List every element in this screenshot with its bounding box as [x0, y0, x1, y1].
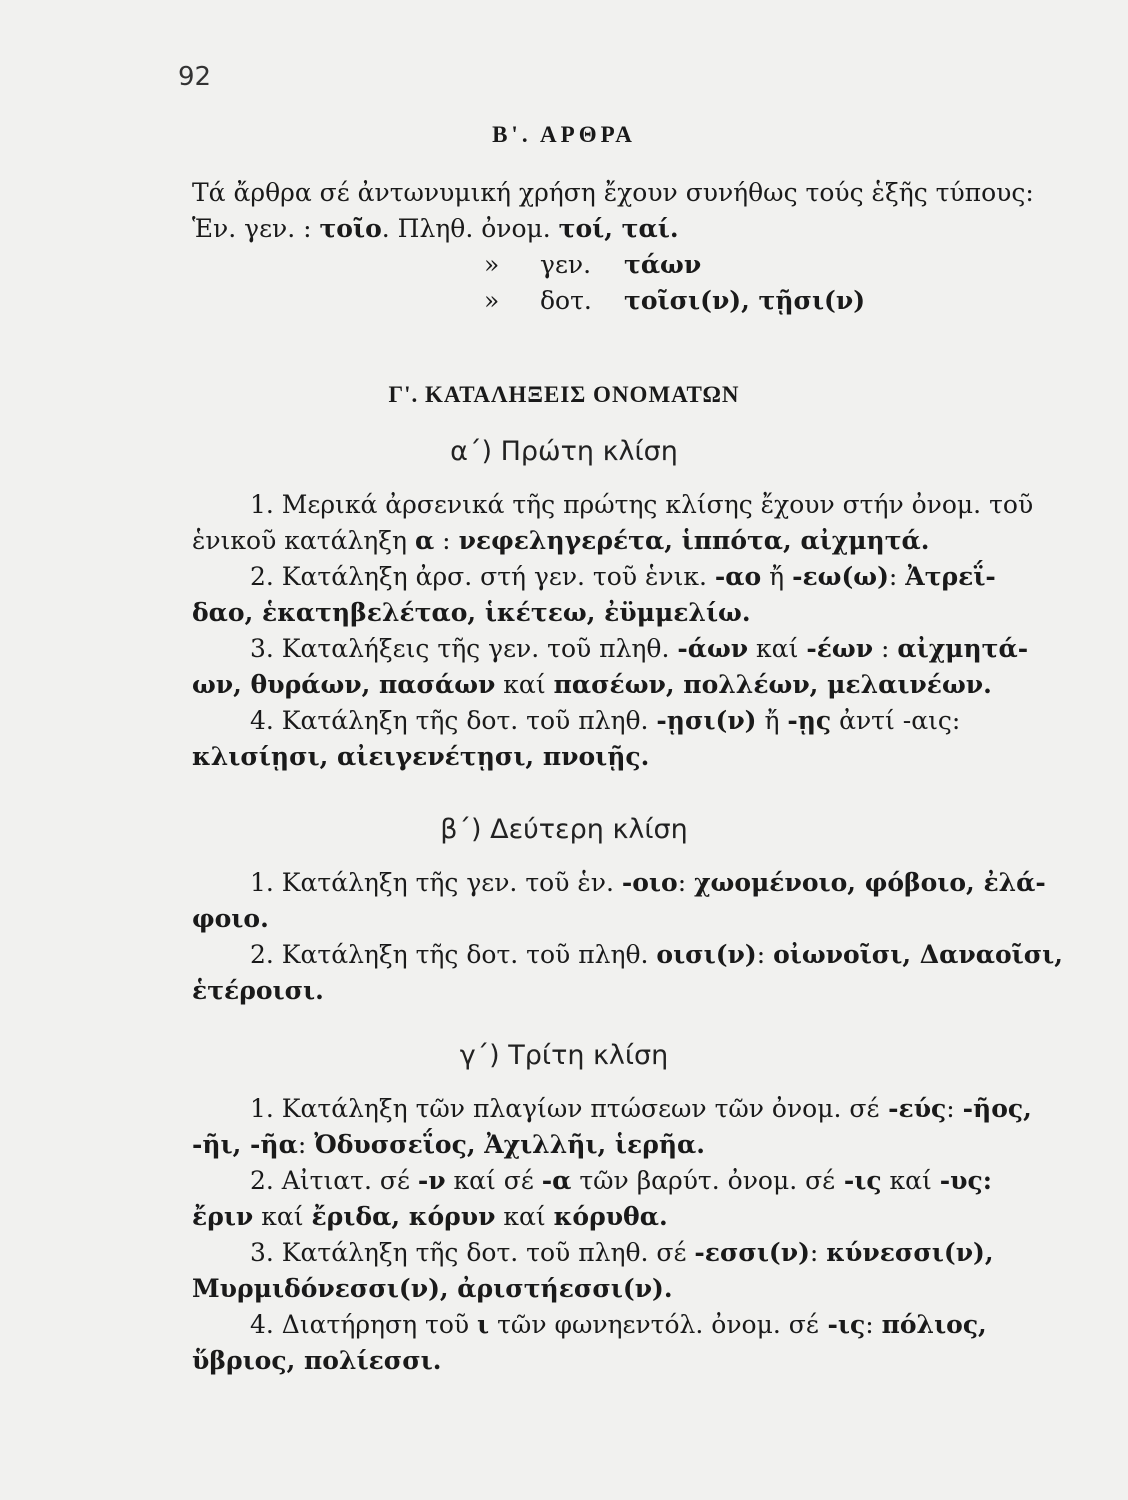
- d3-item2-ending1: -ν: [417, 1166, 446, 1195]
- section-endings-title: Γ'. ΚΑΤΑΛΗΞΕΙΣ ΟΝΟΜΑΤΩΝ: [388, 382, 740, 407]
- d3-item4-line2: ὕβριος, πολίεσσι.: [192, 1346, 442, 1375]
- d3-item4-example-start: πόλιος,: [881, 1310, 987, 1339]
- articles-intro: Τά ἄρθρα σέ ἀντωνυμική χρήση ἔχουν συνήθως τούς ἑξῆς τύπους:: [192, 178, 1034, 207]
- d2-item2-sep: :: [756, 940, 774, 969]
- d2-item1-ending: -οιο: [621, 868, 678, 897]
- d2-item2-line1: [192, 940, 1063, 970]
- d3-item1-ending2: -ῆος,: [962, 1094, 1032, 1123]
- d1-item1-text: 1. Μερικά ἀρσενικά τῆς πρώτης κλίσης ἔχουν στήν ὀνομ. τοῦ: [250, 490, 1034, 519]
- d2-item1-example-start: χωομένοιο, φόβοιο, ἐλά-: [694, 868, 1046, 897]
- d3-item3-ending: -εσσι(ν): [694, 1238, 810, 1267]
- d3-item3-line2: Μυρμιδόνεσσι(ν), ἀριστήεσσι(ν).: [192, 1274, 673, 1303]
- d3-item4-line1: [192, 1310, 1032, 1340]
- d2-item2-line2: ἑτέροισι.: [192, 976, 324, 1005]
- d2-item1-line1: [192, 868, 1046, 898]
- d1-item4-pre: 4. Κατάληξη τῆς δοτ. τοῦ πληθ.: [250, 706, 657, 735]
- d3-item4-pre: 4. Διατήρηση τοῦ: [250, 1310, 478, 1339]
- ditto-mark: »: [484, 250, 500, 279]
- d3-item2-line1: [192, 1166, 1032, 1196]
- d3-item2-and4: καί: [495, 1202, 554, 1231]
- d3-item4-iota: ι: [477, 1310, 490, 1339]
- d3-item1-endings: -ῆι, -ῆα: [192, 1130, 298, 1159]
- d3-item3-line1: [192, 1238, 1032, 1268]
- d3-item4-mid: τῶν φωνηεντόλ. ὀνομ.: [489, 1310, 789, 1339]
- d1-item3-ending1: -άων: [677, 634, 749, 663]
- articles-row-1: [192, 214, 1032, 244]
- d3-item4-sep: :: [865, 1310, 882, 1339]
- d1-item1-sep: :: [434, 526, 459, 555]
- d3-item2-mid: τῶν βαρύτ. ὀνομ.: [571, 1166, 806, 1195]
- second-declension-title: β΄) Δεύτερη κλίση: [440, 814, 688, 845]
- row1-prefix: Ἑν. γεν. :: [192, 214, 320, 243]
- d3-item2-pre: 2. Αἰτιατ. σέ: [250, 1166, 418, 1195]
- d1-item4-instead: ἀντί -αις:: [831, 706, 961, 735]
- row3-label: δοτ.: [540, 286, 592, 315]
- row1-forms2: τοί, ταί.: [558, 214, 679, 243]
- d3-item4-ending: -ις: [818, 1310, 866, 1339]
- first-declension-title: α΄) Πρώτη κλίση: [450, 436, 678, 467]
- d3-item2-example1: ἔριν: [192, 1202, 254, 1231]
- d1-item1-line2: [192, 526, 1032, 556]
- row2-form: τάων: [624, 250, 702, 279]
- d2-item1-line2: φοιο.: [192, 904, 269, 933]
- d1-item3-and: καί: [748, 634, 807, 663]
- row1-form: τοῖο: [319, 214, 382, 243]
- d3-item3-sep: :: [809, 1238, 827, 1267]
- d1-item4-ending1: -ῃσι(ν): [656, 706, 757, 735]
- d1-item3-examples1: ων, θυράων, πασάων: [192, 670, 496, 699]
- d1-item2-sep: :: [888, 562, 906, 591]
- d3-item4-in: σέ: [788, 1310, 819, 1339]
- d3-item2-in: σέ: [805, 1166, 836, 1195]
- d3-item1-ending: -εύς: [879, 1094, 947, 1123]
- d1-item3-ending2: -έων: [806, 634, 874, 663]
- row3-forms: τοῖσι(ν), τῇσι(ν): [624, 286, 866, 315]
- d3-item2-ending4: -υς:: [939, 1166, 992, 1195]
- row1-mid: . Πληθ. ὀνομ.: [381, 214, 559, 243]
- d3-item2-line2: [192, 1202, 1032, 1232]
- d3-item1-in: σέ: [849, 1094, 880, 1123]
- d3-item2-ending3: -ις: [835, 1166, 882, 1195]
- d1-item3-examples2: πασέων, πολλέων, μελαινέων.: [553, 670, 992, 699]
- row2-label: γεν.: [540, 250, 592, 279]
- d3-item2-ending2: -α: [541, 1166, 572, 1195]
- d1-item2-line2: δαο, ἑκατηβελέταο, ἱκέτεω, ἐϋμμελίω.: [192, 598, 751, 627]
- d2-item1-pre: 1. Κατάληξη τῆς γεν. τοῦ ἑν.: [250, 868, 622, 897]
- d2-item2-ending: οισι(ν): [656, 940, 757, 969]
- d1-item3-example-start: αἰχμητά-: [897, 634, 1029, 663]
- page-number: 92: [178, 62, 212, 92]
- d2-item2-pre: 2. Κατάληξη τῆς δοτ. τοῦ πληθ.: [250, 940, 657, 969]
- d1-item2-pre: 2. Κατάληξη ἀρσ. στή γεν. τοῦ ἑνικ.: [250, 562, 715, 591]
- d1-item4-line2: κλισίῃσι, αἰειγενέτῃσι, πνοιῇς.: [192, 742, 650, 771]
- d1-item2-ending1: -αο: [714, 562, 762, 591]
- d3-item2-and3: καί: [253, 1202, 312, 1231]
- d1-item3-line2: [192, 670, 1032, 700]
- d1-item2-line1: [192, 562, 1032, 592]
- d3-item1-line1: [192, 1094, 1032, 1124]
- d1-item4-or: ἤ: [756, 706, 788, 735]
- d3-item2-and: καί σέ: [445, 1166, 542, 1195]
- d1-item3-sep: :: [873, 634, 898, 663]
- d1-item2-example-start: Ἀτρεΐ-: [905, 562, 996, 591]
- d1-item1-line1: [192, 490, 1032, 520]
- d1-item4-ending2: -ῃς: [787, 706, 832, 735]
- d3-item2-example2: ἔριδα, κόρυν: [311, 1202, 496, 1231]
- d1-item3-line1: [192, 634, 1032, 664]
- d2-item1-sep: :: [677, 868, 695, 897]
- d3-item3-pre: 3. Κατάληξη τῆς δοτ. τοῦ πληθ. σέ: [250, 1238, 695, 1267]
- d3-item1-line2: [192, 1130, 1032, 1160]
- d1-item1-ending: α: [414, 526, 435, 555]
- section-articles-title: Β'. ΑΡΘΡΑ: [492, 122, 636, 147]
- d1-item4-line1: [192, 706, 1032, 736]
- d3-item3-example-start: κύνεσσι(ν),: [826, 1238, 994, 1267]
- d1-item1-pre: ἑνικοῦ κατάληξη: [192, 526, 415, 555]
- d2-item2-example-start: οἰωνοῖσι, Δαναοῖσι,: [773, 940, 1063, 969]
- d3-item2-and2: καί: [881, 1166, 940, 1195]
- d1-item1-examples: νεφεληγερέτα, ἱππότα, αἰχμητά.: [458, 526, 930, 555]
- third-declension-title: γ΄) Τρίτη κλίση: [459, 1040, 669, 1071]
- d3-item1-sep: :: [946, 1094, 963, 1123]
- ditto-mark: »: [484, 286, 500, 315]
- d1-item3-pre: 3. Καταλήξεις τῆς γεν. τοῦ πληθ.: [250, 634, 678, 663]
- d1-item3-and2: καί: [495, 670, 554, 699]
- d3-item1-pre: 1. Κατάληξη τῶν πλαγίων πτώσεων τῶν ὀνομ.: [250, 1094, 850, 1123]
- d1-item2-ending2: -εω(ω): [792, 562, 889, 591]
- d3-item1-examples: Ὀδυσσεΐος, Ἀχιλλῆι, ἱερῆα.: [314, 1130, 705, 1159]
- d3-item2-example3: κόρυθα.: [553, 1202, 668, 1231]
- d1-item2-or: ἤ: [761, 562, 793, 591]
- d3-item1-sep2: :: [297, 1130, 315, 1159]
